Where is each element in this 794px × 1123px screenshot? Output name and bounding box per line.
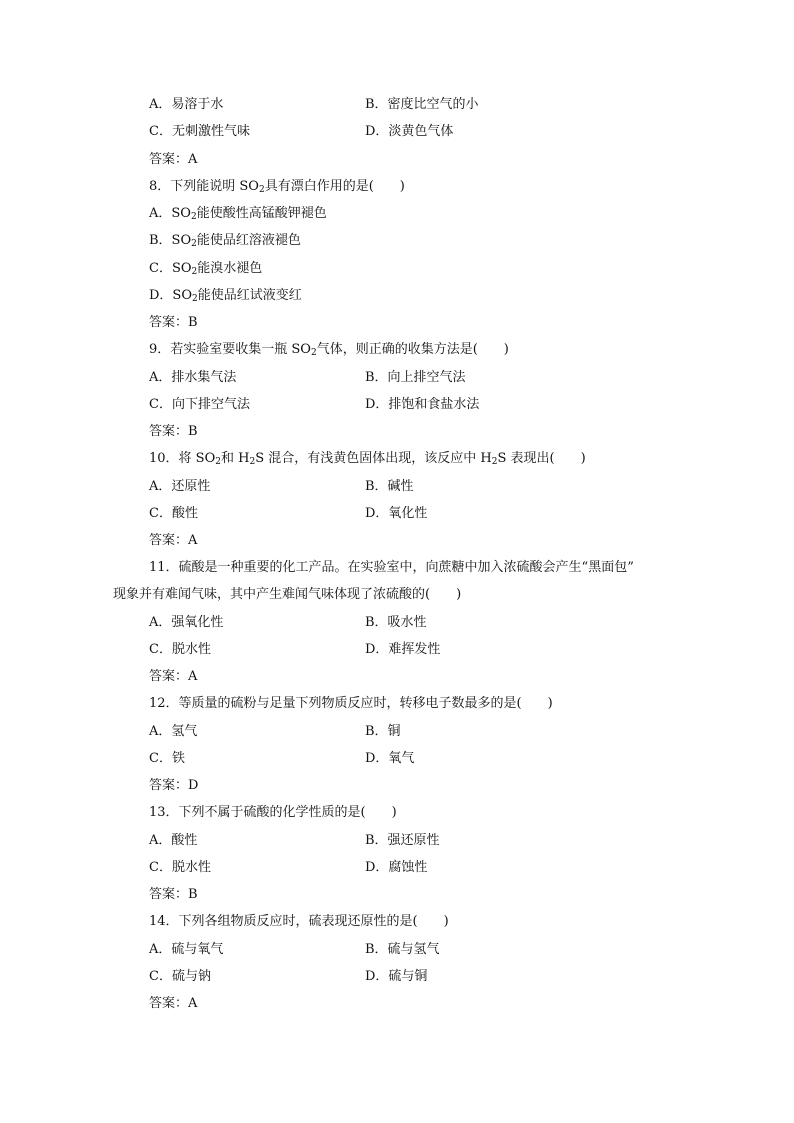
q11-options-row-2 <box>149 640 669 660</box>
q7-options-row-2 <box>149 122 669 142</box>
q14-stem: 14．下列各组物质反应时，硫表现还原性的是( ) <box>149 914 449 929</box>
q9-option-d: D．排饱和食盐水法 <box>365 397 480 412</box>
q13-options-row-1 <box>149 831 669 851</box>
q7-option-c: C．无刺激性气味 <box>149 124 250 139</box>
q12-option-a: A．氢气 <box>149 724 198 739</box>
q8-option-a: A．$SO_2$能使酸性高锰酸钾褪色 <box>149 206 327 222</box>
q13-option-d: D．腐蚀性 <box>365 860 428 875</box>
q10-answer: 答案：A <box>149 533 198 548</box>
q14-option-b: B．硫与氢气 <box>365 942 440 957</box>
q12-options-row-2 <box>149 749 669 769</box>
q11-options-row-1 <box>149 613 669 633</box>
q8-stem: 8．下列能说明 $SO_2$具有漂白作用的是( ) <box>149 179 405 195</box>
q9-options-row-2 <box>149 395 669 415</box>
q9-options-row-1 <box>149 368 669 388</box>
q9-stem: 9．若实验室要收集一瓶 $SO_2$气体，则正确的收集方法是( ) <box>149 342 509 358</box>
q12-option-b: B．铜 <box>365 724 401 739</box>
q13-option-a: A．酸性 <box>149 833 198 848</box>
q8-option-c: C．$SO_2$能溴水褪色 <box>149 261 263 277</box>
q7-answer: 答案：A <box>149 152 198 167</box>
q10-options-row-2 <box>149 504 669 524</box>
q8-option-d: D．$SO_2$能使品红试液变红 <box>149 288 302 304</box>
q7-options-row-1 <box>149 95 669 115</box>
q11-option-d: D．难挥发性 <box>365 642 441 657</box>
q9-option-b: B．向上排空气法 <box>365 370 466 385</box>
q12-stem: 12．等质量的硫粉与足量下列物质反应时，转移电子数最多的是( ) <box>149 696 553 711</box>
q10-option-b: B．碱性 <box>365 479 414 494</box>
q11-option-b: B．吸水性 <box>365 615 427 630</box>
q13-stem: 13．下列不属于硫酸的化学性质的是( ) <box>149 805 397 820</box>
q11-stem-line-2: 现象并有难闻气味，其中产生难闻气味体现了浓硫酸的( ) <box>113 587 462 602</box>
q10-option-a: A．还原性 <box>149 479 211 494</box>
q11-stem-line-1: 11．硫酸是一种重要的化工产品。在实验室中，向蔗糖中加入浓硫酸会产生“黑面包” <box>149 560 634 575</box>
q14-option-a: A．硫与氧气 <box>149 942 224 957</box>
q10-option-d: D．氧化性 <box>365 506 428 521</box>
q11-option-c: C．脱水性 <box>149 642 211 657</box>
q14-answer: 答案：A <box>149 996 198 1011</box>
q14-option-d: D．硫与铜 <box>365 969 428 984</box>
q9-option-a: A．排水集气法 <box>149 370 237 385</box>
q11-option-a: A．强氧化性 <box>149 615 224 630</box>
q13-option-b: B．强还原性 <box>365 833 440 848</box>
q13-answer: 答案：B <box>149 887 198 902</box>
q11-answer: 答案：A <box>149 669 198 684</box>
q8-option-b: B．$SO_2$能使品红溶液褪色 <box>149 233 301 249</box>
q8-answer: 答案：B <box>149 315 198 330</box>
q14-options-row-2 <box>149 967 669 987</box>
q13-option-c: C．脱水性 <box>149 860 211 875</box>
q7-option-a: A．易溶于水 <box>149 97 224 112</box>
q12-answer: 答案：D <box>149 778 199 793</box>
q12-option-d: D．氧气 <box>365 751 415 766</box>
q10-options-row-1 <box>149 477 669 497</box>
q13-options-row-2 <box>149 858 669 878</box>
q12-options-row-1 <box>149 722 669 742</box>
q10-option-c: C．酸性 <box>149 506 198 521</box>
q10-stem: 10．将 $SO_2$和 $H_2S$ 混合，有浅黄色固体出现，该反应中 $H_2S$ 表现出( ) <box>149 451 586 467</box>
q14-option-c: C．硫与钠 <box>149 969 211 984</box>
q7-option-b: B．密度比空气的小 <box>365 97 479 112</box>
q7-option-d: D．淡黄色气体 <box>365 124 454 139</box>
q12-option-c: C．铁 <box>149 751 185 766</box>
q14-options-row-1 <box>149 940 669 960</box>
q9-answer: 答案：B <box>149 424 198 439</box>
q9-option-c: C．向下排空气法 <box>149 397 250 412</box>
